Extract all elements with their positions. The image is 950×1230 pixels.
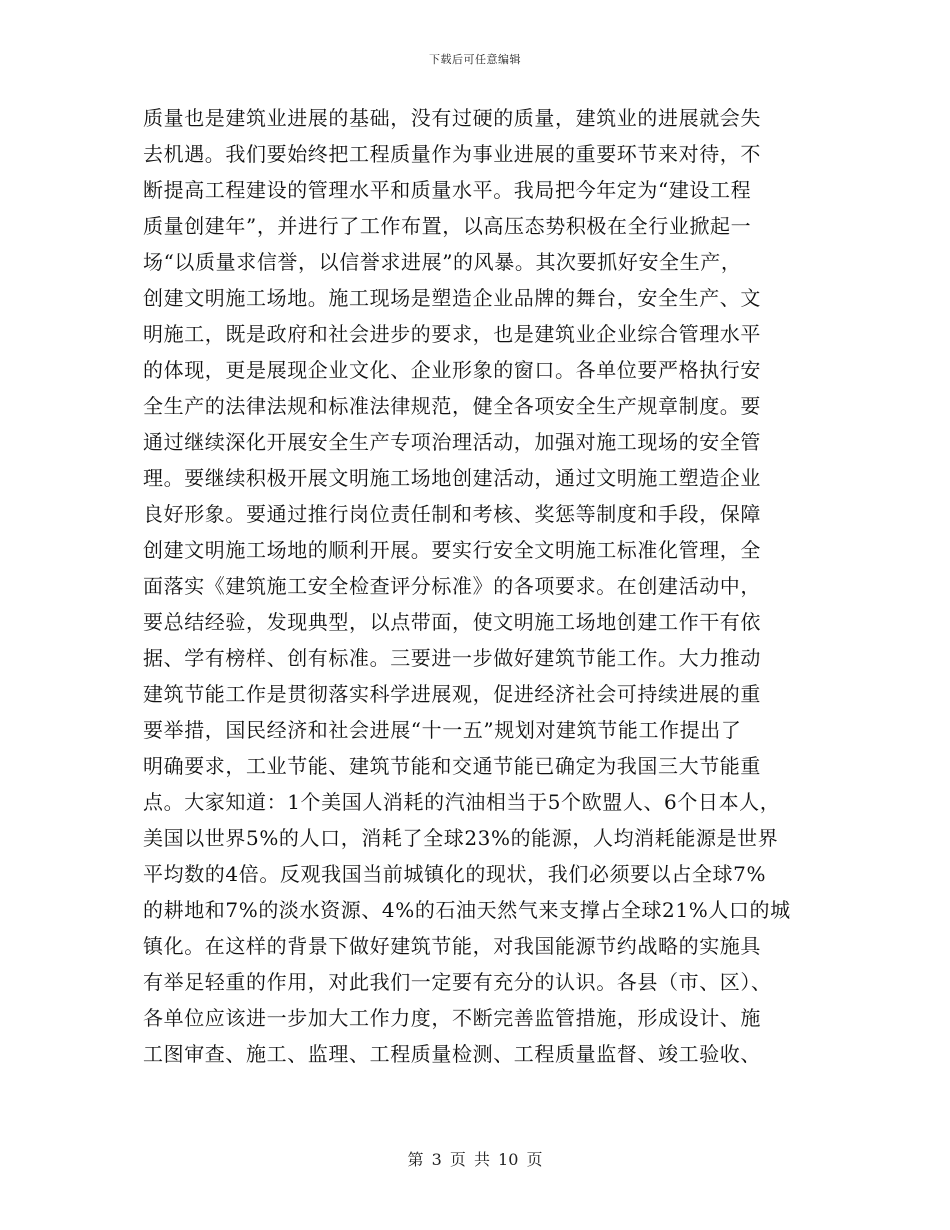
- text-line: 明施工，既是政府和社会进步的要求，也是建筑业企业综合管理水平: [143, 322, 761, 346]
- text-line: 平均数的4倍。反观我国当前城镇化的现状，我们必须要以占全球7%: [143, 862, 767, 886]
- text-line: 质量创建年”，并进行了工作布置，以高压态势积极在全行业掀起一: [143, 214, 752, 238]
- text-line: 要举措，国民经济和社会进展“十一五”规划对建筑节能工作提出了: [143, 718, 742, 742]
- text-line: 创建文明施工场地。施工现场是塑造企业品牌的舞台，安全生产、文: [143, 286, 761, 310]
- text-line: 建筑节能工作是贯彻落实科学进展观，促进经济社会可持续进展的重: [143, 682, 761, 706]
- text-line: 创建文明施工场地的顺利开展。要实行安全文明施工标准化管理，全: [143, 538, 761, 562]
- text-line: 良好形象。要通过推行岗位责任制和考核、奖惩等制度和手段，保障: [143, 502, 761, 526]
- page-number: 第 3 页 共 10 页: [407, 1150, 543, 1169]
- text-line: 明确要求，工业节能、建筑节能和交通节能已确定为我国三大节能重: [143, 754, 761, 778]
- text-line: 质量也是建筑业进展的基础，没有过硬的质量，建筑业的进展就会失: [143, 106, 761, 130]
- text-line: 面落实《建筑施工安全检查评分标准》的各项要求。在创建活动中，: [143, 574, 761, 598]
- text-line: 理。要继续积极开展文明施工场地创建活动，通过文明施工塑造企业: [143, 466, 761, 490]
- text-line: 场“以质量求信誉，以信誉求进展”的风暴。其次要抓好安全生产，: [143, 250, 742, 274]
- text-line: 去机遇。我们要始终把工程质量作为事业进展的重要环节来对待，不: [143, 142, 761, 166]
- text-line: 据、学有榜样、创有标准。三要进一步做好建筑节能工作。大力推动: [143, 646, 761, 670]
- text-line: 有举足轻重的作用，对此我们一定要有充分的认识。各县（市、区）、: [143, 970, 772, 994]
- body-text: [143, 100, 813, 1072]
- text-line: 美国以世界5%的人口，消耗了全球23%的能源，人均消耗能源是世界: [143, 826, 779, 850]
- text-line: 工图审查、施工、监理、工程质量检测、工程质量监督、竣工验收、: [143, 1042, 761, 1066]
- text-line: 全生产的法律法规和标准法律规范，健全各项安全生产规章制度。要: [143, 394, 761, 418]
- text-line: 的耕地和7%的淡水资源、4%的石油天然气来支撑占全球21%人口的城: [143, 898, 791, 922]
- text-line: 通过继续深化开展安全生产专项治理活动，加强对施工现场的安全管: [143, 430, 761, 454]
- text-line: 点。大家知道：1个美国人消耗的汽油相当于5个欧盟人、6个日本人，: [143, 790, 781, 814]
- text-line: 断提高工程建设的管理水平和质量水平。我局把今年定为“建设工程: [143, 178, 752, 202]
- text-line: 的体现，更是展现企业文化、企业形象的窗口。各单位要严格执行安: [143, 358, 761, 382]
- text-line: 各单位应该进一步加大工作力度，不断完善监管措施，形成设计、施: [143, 1006, 761, 1030]
- text-line: 镇化。在这样的背景下做好建筑节能，对我国能源节约战略的实施具: [143, 934, 761, 958]
- text-line: 要总结经验，发现典型，以点带面，使文明施工场地创建工作干有依: [143, 610, 761, 634]
- page-header: 下载后可任意编辑: [429, 53, 521, 66]
